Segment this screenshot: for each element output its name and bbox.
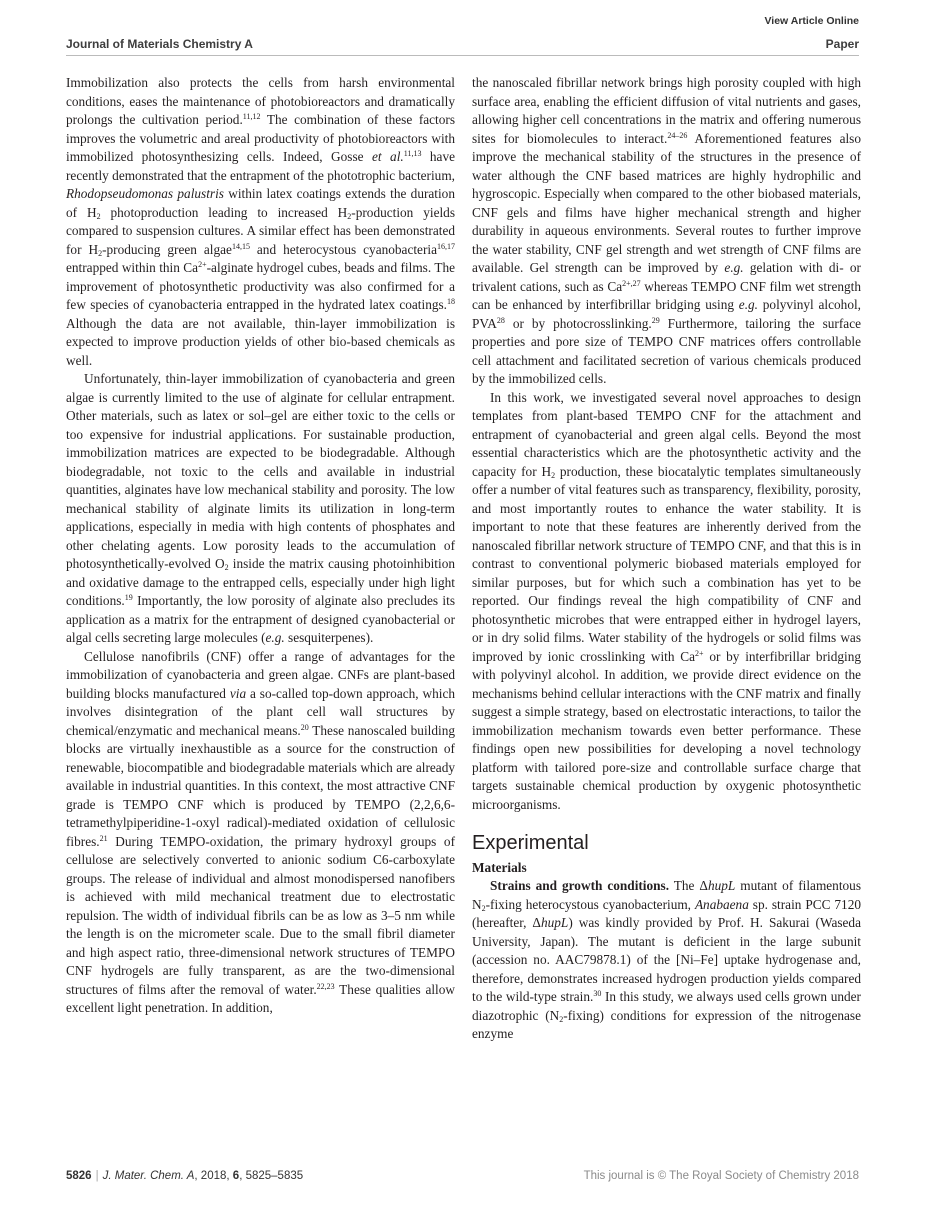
species-name: Rhodopseudomonas palustris bbox=[66, 186, 224, 201]
species-name: Anabaena bbox=[694, 896, 749, 912]
right-column bbox=[472, 74, 861, 1044]
section-heading-experimental: Experimental bbox=[472, 832, 589, 854]
paragraph-immobilization: Immobilization also protects the cells from harsh environmental conditions, eases the maintenance of photobioreactors and dramatically prolongs the cultivation period.$^{11,12}$ The combination of these factors improves the volumetric and areal productivity of photobioreactors with immobilized photosynthesizing cells. Indeed, Gosse et al.$^{11,13}$ have recently demonstrated that the entrapment of the phototrophic bacterium, Rhodopseudomonas palustris within latex coatings extends the duration of $H_2$ photoproduction leading to increased $H_2$-production yields compared to suspension cultures. A similar effect has been demonstrated for $H_2$-producing green algae$^{14,15}$ and heterocystous cyanobacteria$^{16,17}$ entrapped within thin $Ca^{2+}$-alginate hydrogel cubes, beads and films. The improvement of photosynthetic productivity was also confirmed for a few species of cyanobacteria entrapped in the hydrated latex coatings.$^{18}$ Although the data are not available, thin-layer immobilization is expected to improve production yields of other bio-based chemicals as well. bbox=[66, 75, 456, 368]
paragraph-alginate-limits: Unfortunately, thin-layer immobilization of cyanobacteria and green algae is currently limited to the use of alginate for cellular entrapment. Other materials, such as latex or sol–gel are either toxic to the cells or too expensive for industrial applications. For sustainable production, immobilization matrices are expected to be biodegradable. Although biodegradable, not toxic to the cells and available in industrial quantities, alginates have low mechanical stability and porosity. The low mechanical stability of alginate limits its utilization in long-term applications, especially in media with high contents of phosphates and other chelating agents. Low porosity leads to the accumulation of photosynthetically-evolved $O_2$ inside the matrix causing photoinhibition and oxidative damage to the entrapped cells, especially under high light conditions.$^{19}$ Importantly, the low porosity of alginate also precludes its application as a matrix for the entrapment of designed cyanobacterial or algal cells secreting large molecules (e.g. sesquiterpenes). bbox=[66, 371, 455, 645]
citation[interactable]: 29 bbox=[651, 315, 660, 325]
citation[interactable]: 28 bbox=[496, 315, 505, 325]
left-column bbox=[66, 74, 455, 1018]
citation[interactable]: 16,17 bbox=[436, 241, 455, 251]
view-article-online-link[interactable]: View Article Online bbox=[764, 15, 859, 27]
article-type: Paper bbox=[825, 37, 859, 51]
journal-abbreviation: J. Mater. Chem. A bbox=[102, 1170, 195, 1182]
paragraph-cnf-network: the nanoscaled fibrillar network brings high porosity coupled with high surface area, enabling the efficient diffusion of vital nutrients and gases, allowing higher cell concentrations in the matrix and offering numerous sites for biomolecules to interact.$^{24-26}$ Aforementioned features also improve the mechanical stability of the structures in the presence of water although the CNF based matrices are highly hydrophilic and hygroscopic. Especially when compared to the other biobased materials, CNF gels and films have higher mechanical strength and higher durability in aqueous environments. Several routes to further improve the water stability, CNF gel strength and wet strength of CNF films are available. Gel strength can be improved by e.g. gelation with di- or trivalent cations, such as $Ca^{2+,27}$ whereas TEMPO CNF film wet strength can be enhanced by interfibrillar bridging using e.g. polyvinyl alcohol, PVA$^{28}$ or by photocrosslinking.$^{29}$ Furthermore, tailoring the surface properties and pore size of TEMPO CNF matrices offers controllable cell attachment and facilitated secretion of various chemicals produced by the immobilized cells. bbox=[472, 75, 862, 386]
citation[interactable]: 19 bbox=[124, 593, 133, 602]
subsection-heading-materials: Materials bbox=[472, 859, 527, 875]
citation[interactable]: 24–26 bbox=[667, 130, 688, 140]
citation[interactable]: 21 bbox=[99, 833, 108, 843]
citation[interactable]: 27 bbox=[632, 278, 641, 288]
running-header bbox=[66, 37, 859, 53]
citation[interactable]: 18 bbox=[447, 297, 455, 306]
paragraph-this-work: In this work, we investigated several novel approaches to design templates from plant-based TEMPO CNF for the attachment and entrapment of cyanobacterial and green algal cells. Beyond the most essential characteristics which are the photosynthetic activity and the capacity for $H_2$ production, these biocatalytic templates simultaneously offer a number of vital features such as transparency, flexibility, porosity, and most importantly routes to enhance the water stability. It is important to note that these features are inherently derived from the nanoscaled fibrillar network structure of TEMPO CNF, and that this is in contrast to conventional polymeric biobased materials employed for similar purposes, but for which such a combination has yet to be reported. Our findings reveal the high compatibility of CNF and photosynthetic microbes that were entrapped either in hydrogel layers, or in dry solid films. Water stability of the hydrogels or solid films was improved by ionic crosslinking with $Ca^{2+}$ or by interfibrillar bridging with polyvinyl alcohol. In addition, we provide direct evidence on the mechanisms behind cellular interactions with the CNF matrix and finally suggest a simple strategy, based on electrostatic interactions, to tailor the immobilization mechanism towards even better performance. These findings open new possibilities for developing a novel technology platform with tailored pore-size and controllable surface charge that targets sustainable chemical production by oxygenic photosynthetic microorganisms. bbox=[472, 389, 861, 812]
run-in-heading: Strains and growth conditions. bbox=[490, 878, 670, 893]
footer-citation: 5826 | J. Mater. Chem. A, 2018, 6, 5825–5835 bbox=[66, 1170, 304, 1182]
citation[interactable]: 11,13 bbox=[403, 149, 422, 158]
citation[interactable]: 22,23 bbox=[316, 981, 335, 991]
citation[interactable]: 30 bbox=[593, 989, 602, 998]
footer-copyright: This journal is © The Royal Society of Chemistry 2018 bbox=[583, 1170, 859, 1182]
page-footer bbox=[66, 1170, 859, 1186]
journal-name: Journal of Materials Chemistry A bbox=[66, 37, 253, 51]
paragraph-strains: Strains and growth conditions. The ΔhupL mutant of filamentous $N_2$-fixing heterocystous cyanobacterium, Anabaena sp. strain PCC 7120 (hereafter, ΔhupL) was kindly provided by Prof. H. Sakurai (Waseda University, Japan). The mutant is deficient in the large subunit (accession no. AAC79878.1) of the [Ni–Fe] uptake hydrogenase and, therefore, demonstrates increased hydrogen production yields compared to the wild-type strain.$^{30}$ In this study, we always used cells grown under diazotrophic $(N_2-fixing)$ conditions for expression of the nitrogenase enzyme bbox=[472, 878, 862, 1041]
paragraph-cnf-advantages: Cellulose nanofibrils (CNF) offer a range of advantages for the immobilization of cyanobacteria and green algae. CNFs are plant-based building blocks manufactured via a so-called top-down approach, which involves disintegration of the plant cell wall structures by chemical/enzymatic and mechanical means.$^{20}$ These nanoscaled building blocks are virtually inexhaustible as a source for the construction of renewable, biocompatible and biodegradable materials which are already available in industrial quantities. In this context, the most attractive CNF grade is TEMPO CNF which is produced by TEMPO (2,2,6,6-tetramethylpiperidine-1-oxyl radical)-mediated oxidation of cellulosic fibres.$^{21}$ During TEMPO-oxidation, the primary hydroxyl groups of cellulose are selectively converted to anionic sodium C6-carboxylate groups. The release of individual and almost monodispersed nanofibers is achieved with mild mechanical treatment due to electrostatic repulsion. The width of individual fibrils can be as low as 3–5 nm while the length is on the micrometer scale. Due to the small fibril diameter and high aspect ratio, three-dimensional network structures of TEMPO CNF hydrogels are fully transparent, as are the two-dimensional structures of films after the removal of water.$^{22,23}$ These qualities allow excellent light penetration. In addition, bbox=[66, 648, 456, 1015]
page-number: 5826 bbox=[66, 1170, 92, 1182]
citation[interactable]: 14,15 bbox=[231, 241, 250, 251]
citation[interactable]: 11,12 bbox=[242, 112, 261, 121]
citation[interactable]: 20 bbox=[300, 722, 309, 732]
